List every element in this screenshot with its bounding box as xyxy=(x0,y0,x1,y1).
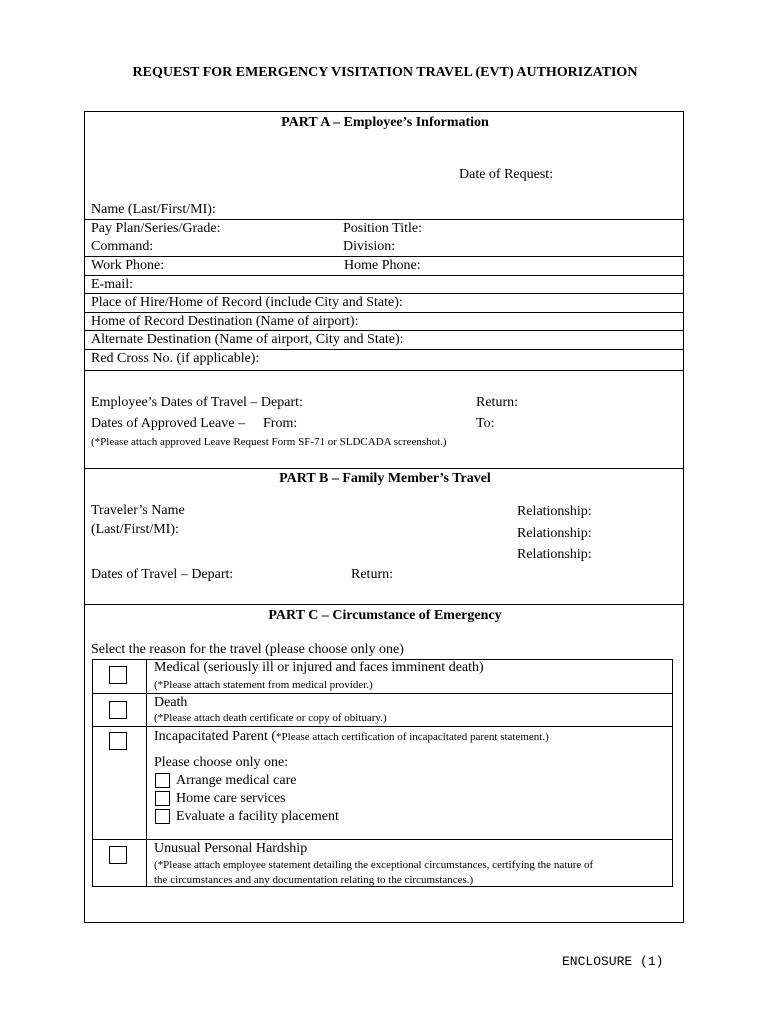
arrange-medical-care-label: Arrange medical care xyxy=(176,773,297,788)
alternate-destination-field[interactable]: Alternate Destination (Name of airport, City and State): xyxy=(91,332,404,347)
choose-one-label: Please choose only one: xyxy=(154,755,289,770)
home-destination-field[interactable]: Home of Record Destination (Name of airport): xyxy=(91,314,359,329)
divider xyxy=(84,330,684,331)
position-title-field[interactable]: Position Title: xyxy=(343,221,422,236)
incapacitated-parent-label xyxy=(154,729,549,745)
travel-return-field[interactable]: Return: xyxy=(476,395,518,410)
part-a-heading: PART A – Employee’s Information xyxy=(281,115,489,130)
reason-row-divider xyxy=(92,726,673,727)
travel-depart-field[interactable]: Employee’s Dates of Travel – Depart: xyxy=(91,395,303,410)
reason-row-divider xyxy=(92,693,673,694)
medical-checkbox[interactable] xyxy=(109,666,127,684)
part-c-heading: PART C – Circumstance of Emergency xyxy=(268,608,502,623)
work-phone-field[interactable]: Work Phone: xyxy=(91,258,165,273)
leave-note: (*Please attach approved Leave Request Form SF-71 or SLDCADA screenshot.) xyxy=(91,436,447,448)
reason-row-divider xyxy=(92,839,673,840)
relationship-field-3[interactable]: Relationship: xyxy=(517,547,592,562)
division-field[interactable]: Division: xyxy=(343,239,396,254)
section-divider xyxy=(84,604,684,605)
home-phone-field[interactable]: Home Phone: xyxy=(344,258,421,273)
incapacitated-parent-text: Incapacitated Parent ( xyxy=(154,729,277,744)
divider xyxy=(84,219,684,220)
leave-from-field[interactable]: From: xyxy=(263,416,298,431)
relationship-field-2[interactable]: Relationship: xyxy=(517,526,592,541)
reason-instruction: Select the reason for the travel (please choose only one) xyxy=(91,642,404,657)
command-field[interactable]: Command: xyxy=(91,239,154,254)
travelers-name-field[interactable]: Traveler’s Name xyxy=(91,503,185,518)
medical-note: (*Please attach statement from medical provider.) xyxy=(154,679,373,691)
hardship-note-line-2: the circumstances and any documentation relating to the circumstances.) xyxy=(154,874,474,886)
travelers-name-format: (Last/First/MI): xyxy=(91,522,179,537)
leave-to-field[interactable]: To: xyxy=(476,416,495,431)
date-of-request-field[interactable]: Date of Request: xyxy=(459,167,554,182)
divider xyxy=(84,275,684,276)
email-field[interactable]: E-mail: xyxy=(91,277,133,292)
medical-label: Medical (seriously ill or injured and faces imminent death) xyxy=(154,660,484,675)
death-label: Death xyxy=(154,695,188,710)
section-divider xyxy=(84,468,684,469)
place-of-hire-field[interactable]: Place of Hire/Home of Record (include City and State): xyxy=(91,295,403,310)
divider xyxy=(84,312,684,313)
death-note: (*Please attach death certificate or copy of obituary.) xyxy=(154,712,387,724)
incapacitated-parent-checkbox[interactable] xyxy=(109,732,127,750)
pay-plan-field[interactable]: Pay Plan/Series/Grade: xyxy=(91,221,221,236)
family-return-field[interactable]: Return: xyxy=(351,567,393,582)
home-care-services-label: Home care services xyxy=(176,791,286,806)
relationship-field-1[interactable]: Relationship: xyxy=(517,504,592,519)
leave-label: Dates of Approved Leave – xyxy=(91,416,245,431)
divider xyxy=(84,349,684,350)
death-checkbox[interactable] xyxy=(109,701,127,719)
hardship-note-line-1: (*Please attach employee statement detailing the exceptional circumstances, certifying the nature of xyxy=(154,859,594,871)
facility-placement-label: Evaluate a facility placement xyxy=(176,809,339,824)
hardship-checkbox[interactable] xyxy=(109,846,127,864)
divider xyxy=(84,370,684,371)
arrange-medical-care-checkbox[interactable] xyxy=(155,773,170,788)
name-field[interactable]: Name (Last/First/MI): xyxy=(91,202,216,217)
facility-placement-checkbox[interactable] xyxy=(155,809,170,824)
divider xyxy=(84,293,684,294)
family-depart-field[interactable]: Dates of Travel – Depart: xyxy=(91,567,234,582)
form-title: REQUEST FOR EMERGENCY VISITATION TRAVEL (EVT) AUTHORIZATION xyxy=(132,65,638,80)
home-care-services-checkbox[interactable] xyxy=(155,791,170,806)
hardship-label: Unusual Personal Hardship xyxy=(154,841,308,856)
incapacitated-parent-note: *Please attach certification of incapacitated parent statement.) xyxy=(276,731,549,743)
part-b-heading: PART B – Family Member’s Travel xyxy=(279,471,491,486)
divider xyxy=(84,256,684,257)
enclosure-label: ENCLOSURE (1) xyxy=(562,954,664,969)
red-cross-field[interactable]: Red Cross No. (if applicable): xyxy=(91,351,260,366)
